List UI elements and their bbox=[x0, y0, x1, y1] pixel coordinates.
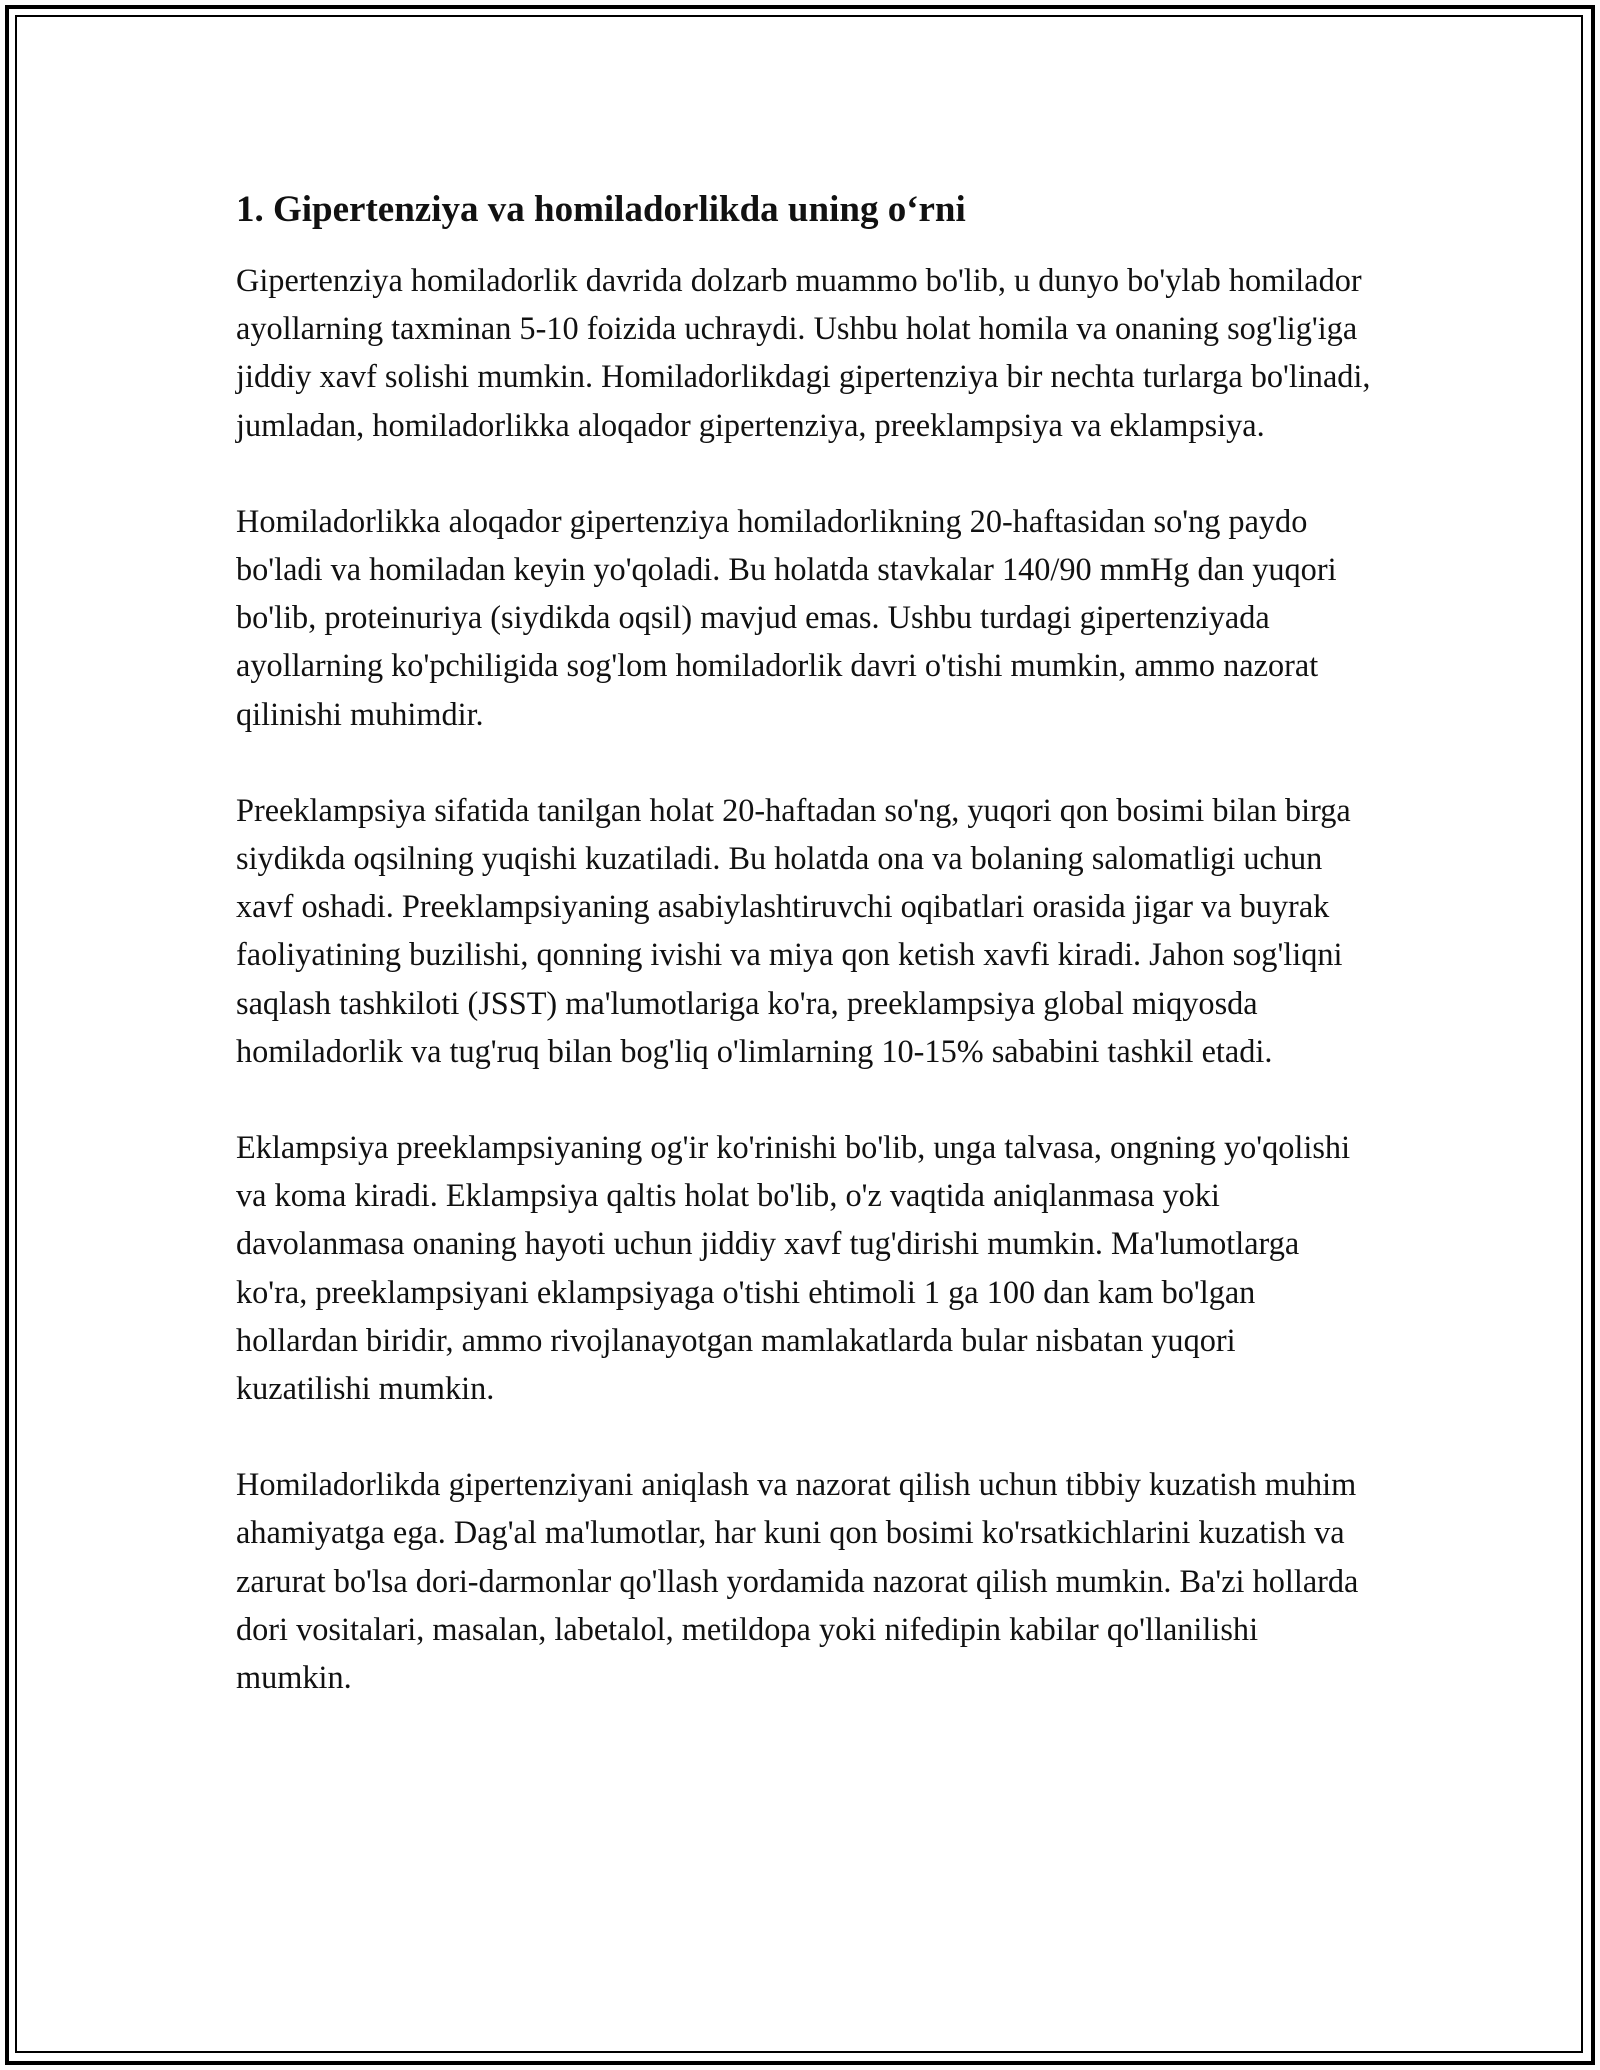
paragraph-intro: Gipertenziya homiladorlik davrida dolzarb muammo bo'lib, u dunyo bo'ylab homilador ayollarning taxminan 5-10 foizida uchraydi. Ushbu holat homila va onaning sog'lig'iga jiddiy xavf solishi mumkin. Homiladorlikdagi gipertenziya bir nechta turlarga bo'linadi, jumladan, homiladorlikka aloqador gipertenziya, preeklampsiya va eklampsiya. bbox=[236, 262, 1371, 443]
paragraph-preeclampsia: Preeklampsiya sifatida tanilgan holat 20-haftadan so'ng, yuqori qon bosimi bilan birga siydikda oqsilning yuqishi kuzatiladi. Bu holatda ona va bolaning salomatligi uchun xavf oshadi. Preeklampsiyaning asabiylashtiruvchi oqibatlari orasida jigar va buyrak faoliyatining buzilishi, qonning ivishi va miya qon ketish xavfi kiradi. Jahon sog'liqni saqlash tashkiloti (JSST) ma'lumotlariga ko'ra, preeklampsiya global miqyosda homiladorlik va tug'ruq bilan bog'liq o'limlarning 10-15% sababini tashkil etadi. bbox=[236, 791, 1351, 1069]
section-heading: 1. Gipertenziya va homiladorlikda uning o‘rni bbox=[236, 189, 966, 230]
paragraph-eclampsia: Eklampsiya preeklampsiyaning og'ir ko'rinishi bo'lib, unga talvasa, ongning yo'qolishi va koma kiradi. Eklampsiya qaltis holat bo'lib, o'z vaqtida aniqlanmasa yoki davolanmasa onaning hayoti uchun jiddiy xavf tug'dirishi mumkin. Ma'lumotlarga ko'ra, preeklampsiyani eklampsiyaga o'tishi ehtimoli 1 ga 100 dan kam bo'lgan hollardan biridir, ammo rivojlanayotgan mamlakatlarda bular nisbatan yuqori kuzatilishi mumkin. bbox=[236, 1129, 1351, 1407]
paragraph-monitoring: Homiladorlikda gipertenziyani aniqlash va nazorat qilish uchun tibbiy kuzatish muhim ahamiyatga ega. Dag'al ma'lumotlar, har kuni qon bosimi ko'rsatkichlarini kuzatish va zarurat bo'lsa dori-darmonlar qo'llash yordamida nazorat qilish mumkin. Ba'zi hollarda dori vositalari, masalan, labetalol, metildopa yoki nifedipin kabilar qo'llanilishi mumkin. bbox=[236, 1466, 1359, 1696]
document-body bbox=[236, 186, 1376, 1701]
paragraph-gestational-hypertension: Homiladorlikka aloqador gipertenziya homiladorlikning 20-haftasidan so'ng paydo bo'ladi va homiladan keyin yo'qoladi. Bu holatda stavkalar 140/90 mmHg dan yuqori bo'lib, proteinuriya (siydikda oqsil) mavjud emas. Ushbu turdagi gipertenziyada ayollarning ko'pchiligida sog'lom homiladorlik davri o'tishi mumkin, ammo nazorat qilinishi muhimdir. bbox=[236, 502, 1337, 732]
